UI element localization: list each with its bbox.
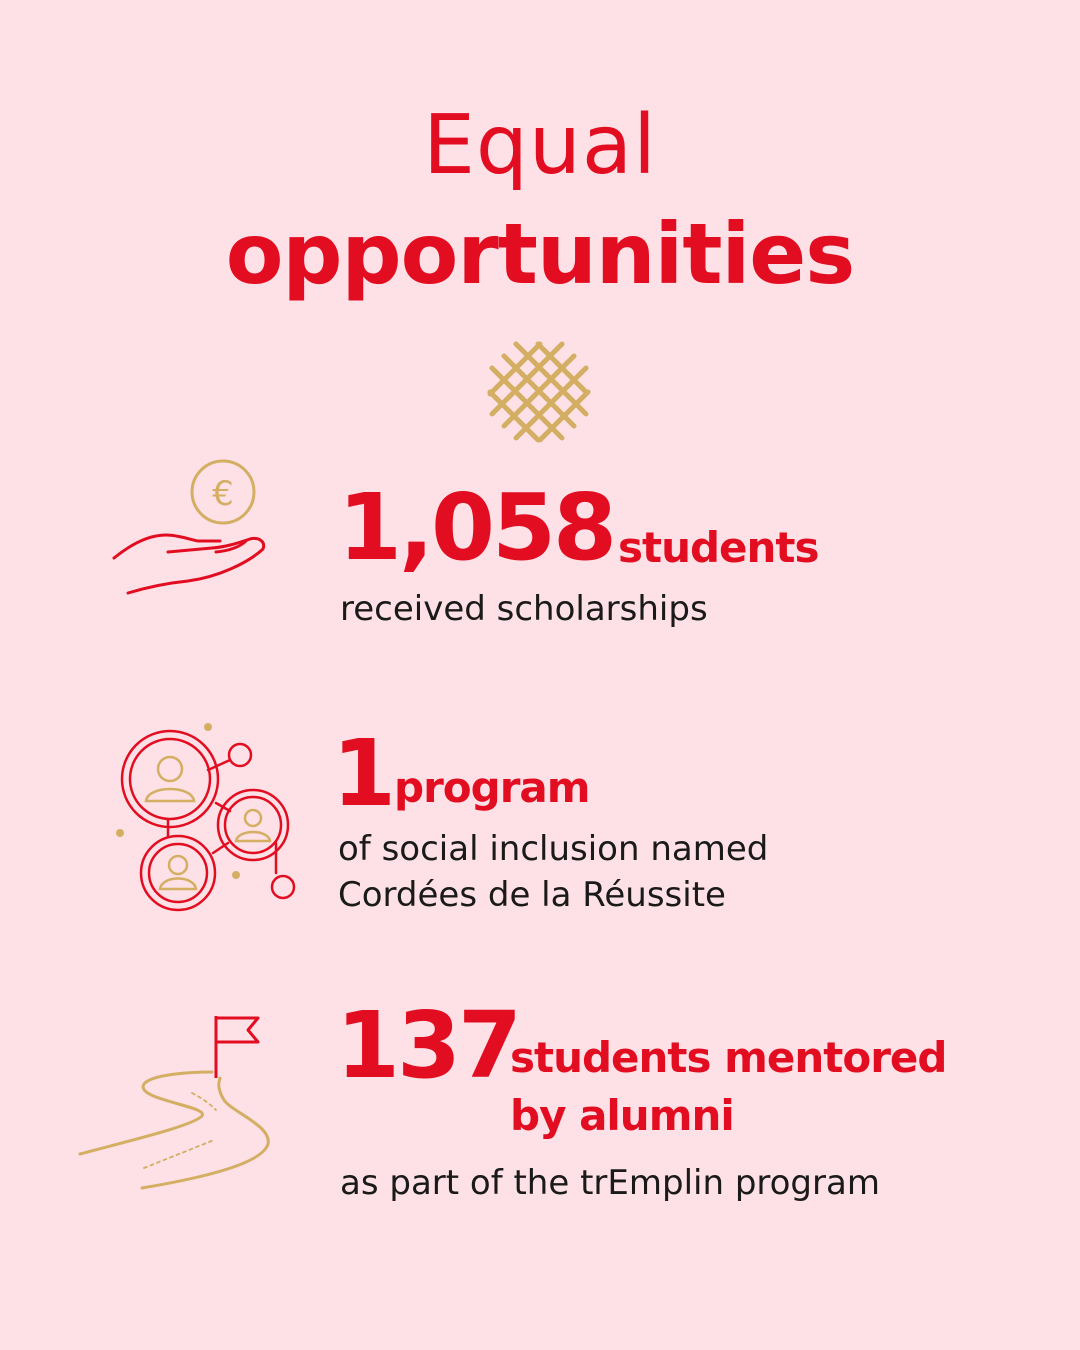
woven-ornament-icon bbox=[486, 340, 592, 446]
winding-road-flag-icon bbox=[72, 1008, 277, 1193]
stat-description-program-line-1: of social inclusion named bbox=[338, 829, 769, 869]
stat-unit-students: students bbox=[618, 523, 819, 572]
stat-unit-mentored-line-2: by alumni bbox=[510, 1091, 734, 1140]
stat-description-mentored: as part of the trEmplin program bbox=[340, 1163, 880, 1203]
people-network-icon bbox=[108, 715, 308, 915]
stat-unit-mentored-line-1: students mentored bbox=[510, 1033, 947, 1082]
title-line-2: opportunities bbox=[225, 205, 855, 303]
stat-number-scholarships: 1,058 bbox=[338, 474, 615, 581]
stat-unit-program: program bbox=[394, 763, 590, 812]
stat-description-scholarships: received scholarships bbox=[340, 589, 708, 629]
svg-text:€: € bbox=[212, 474, 234, 514]
title-line-1: Equal bbox=[423, 98, 657, 193]
hand-euro-coin-icon bbox=[108, 455, 273, 600]
stat-description-program-line-2: Cordées de la Réussite bbox=[338, 875, 726, 915]
stat-number-program: 1 bbox=[332, 720, 394, 827]
stat-number-mentored: 137 bbox=[336, 992, 520, 1099]
